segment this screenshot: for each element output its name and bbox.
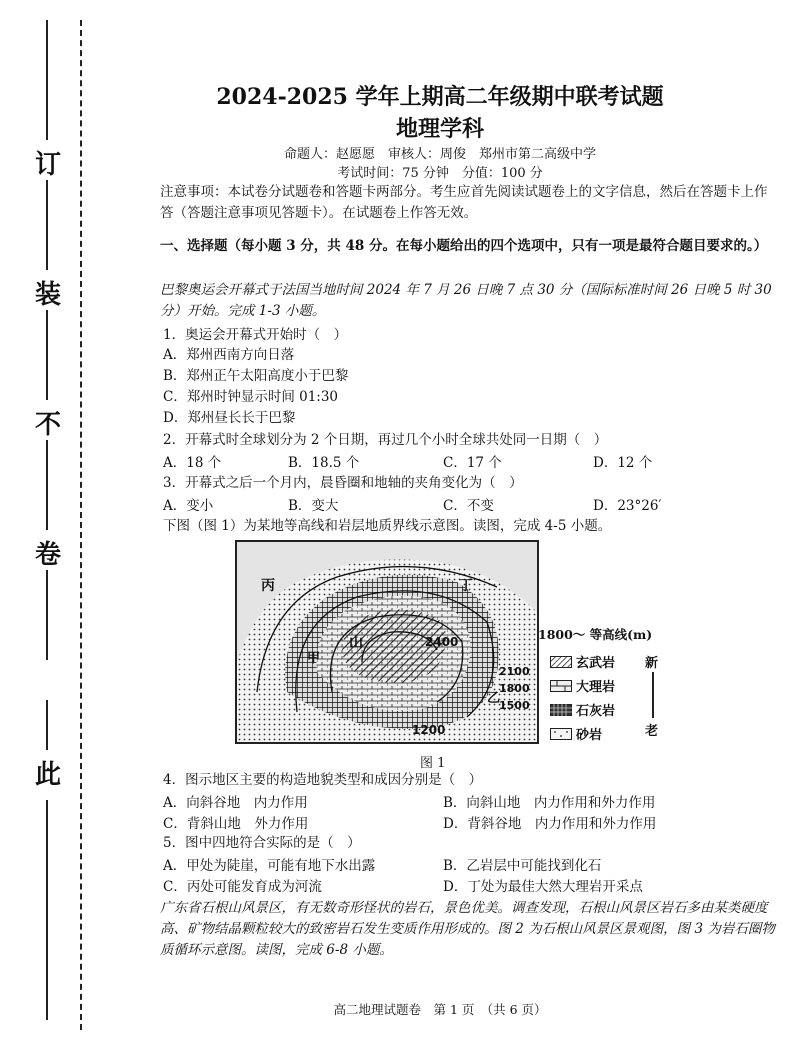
q5-option-a: A．甲处为陡崖，可能有地下水出露 <box>163 858 376 874</box>
contour-label-2400: 2400 <box>425 635 459 649</box>
q3-options <box>163 494 783 514</box>
q5-option-d: D．丁处为最佳大然大理岩开采点 <box>443 879 643 895</box>
geology-map-svg <box>237 542 537 742</box>
figure-caption: 图 1 <box>420 756 446 771</box>
legend-item-marble <box>550 676 615 695</box>
q5-option-c: C．丙处可能发育成为河流 <box>163 879 322 895</box>
q1-option-d: D．郑州昼长长于巴黎 <box>163 410 296 426</box>
q1-option-b: B．郑州正午太阳高度小于巴黎 <box>163 368 349 384</box>
q1-option-c: C．郑州时钟显示时间 01:30 <box>163 389 339 405</box>
legend-label-sandstone: 砂岩 <box>576 728 603 743</box>
q4-option-c: C．背斜山地 外力作用 <box>163 816 309 832</box>
q5-option-b: B．乙岩层中可能找到化石 <box>443 858 602 874</box>
q2-option-c: C．17 个 <box>443 455 502 471</box>
q4-option-a: A．向斜谷地 内力作用 <box>163 795 308 811</box>
q2-option-a: A．18 个 <box>163 455 222 471</box>
marble-swatch-icon <box>550 680 572 692</box>
q3-option-a: A．变小 <box>163 498 214 514</box>
q1-option-a: A．郑州西南方向日落 <box>163 347 295 363</box>
binding-solid-line <box>46 800 48 1020</box>
q5-stem: 5．图中四地符合实际的是（ ） <box>163 835 361 851</box>
legend-item-sandstone <box>550 724 602 743</box>
q4-option-b: B．向斜山地 内力作用和外力作用 <box>443 795 656 811</box>
intro-q4-5: 下图（图 1）为某地等高线和岩层地质界线示意图。读图，完成 4-5 小题。 <box>163 518 612 534</box>
q3-option-b: B．变大 <box>288 498 339 514</box>
figure-legend <box>540 620 680 745</box>
q5-options-row2 <box>163 875 783 895</box>
basalt-swatch-icon <box>550 656 572 668</box>
section-heading: 一、选择题（每小题 3 分，共 48 分。在每小题给出的四个选项中，只有一项是最符合题目要求的。） <box>160 238 768 254</box>
label-yi: 乙 <box>487 691 501 706</box>
q2-options <box>163 451 783 471</box>
contour-label-1500: 1500 <box>499 699 530 712</box>
q2-option-b: B．18.5 个 <box>288 455 360 471</box>
age-old-label: 老 <box>645 724 659 739</box>
sandstone-swatch-icon <box>550 728 572 740</box>
contour-label-1800: 1800 <box>499 682 530 695</box>
q3-stem: 3．开幕式之后一个月内，晨昏圈和地轴的夹角变化为（ ） <box>163 475 523 491</box>
q4-options-row2 <box>163 812 783 832</box>
intro-q1-3: 巴黎奥运会开幕式于法国当地时间 2024 年 7 月 26 日晚 7 点 30 分（国际标准时间 26 日晚 5 时 30 分）开始。完成 1-3 小题。 <box>160 282 772 319</box>
binding-dashed-line <box>80 20 82 1030</box>
q3-option-c: C．不变 <box>443 498 494 514</box>
authors-line: 命题人：赵愿愿 审核人：周俊 郑州市第二高级中学 <box>283 147 596 162</box>
contour-label-2100: 2100 <box>499 665 530 678</box>
q2-option-d: D．12 个 <box>593 455 653 471</box>
page-footer: 高二地理试题卷 第 1 页 （共 6 页） <box>333 1002 547 1017</box>
intro-q6-8: 广东省石根山风景区，有无数奇形怪状的岩石，景色优美。调查发现，石根山风景区岩石多由某类硬度高、矿物结晶颗粒较大的致密岩石发生变质作用形成的。图 2 为石根山风景区景观图，图 3 为岩石圈物质循环示意图。读图，完成 6-8 小题。 <box>160 900 775 958</box>
binding-solid-line <box>46 180 48 270</box>
binding-solid-line <box>46 570 48 660</box>
label-bing: 丙 <box>261 578 275 594</box>
binding-char-bu: 不 <box>34 410 61 440</box>
geology-map <box>235 540 539 744</box>
label-shan: 山 <box>349 635 363 651</box>
label-ding: 丁 <box>459 578 473 594</box>
age-arrow <box>652 672 654 718</box>
binding-solid-line <box>46 700 48 750</box>
time-score-line: 考试时间：75 分钟 分值：100 分 <box>337 166 543 181</box>
q4-stem: 4．图示地区主要的构造地貌类型和成因分别是（ ） <box>163 772 483 788</box>
q4-option-d: D．背斜谷地 内力作用和外力作用 <box>443 816 657 832</box>
age-new-label: 新 <box>645 656 659 671</box>
limestone-swatch-icon <box>550 704 572 716</box>
contour-label-1200: 1200 <box>412 723 446 737</box>
legend-contour: 1800～ 等高线(m) <box>538 627 653 642</box>
q3-option-d: D．23°26′ <box>593 498 662 514</box>
exam-title: 2024-2025 学年上期高二年级期中联考试题 <box>216 84 664 110</box>
legend-label-limestone: 石灰岩 <box>576 704 616 719</box>
binding-char-juan: 卷 <box>34 540 61 570</box>
legend-label-marble: 大理岩 <box>576 680 616 695</box>
binding-solid-line <box>46 440 48 530</box>
legend-label-basalt: 玄武岩 <box>576 656 616 671</box>
q2-stem: 2．开幕式时全球划分为 2 个日期，再过几个小时全球共处同一日期（ ） <box>163 432 608 448</box>
q4-options-row1 <box>163 791 783 811</box>
legend-item-limestone <box>550 700 615 719</box>
notice: 注意事项：本试卷分试题卷和答题卡两部分。考生应首先阅读试题卷上的文字信息，然后在答题卡上作答（答题注意事项见答题卡）。在试题卷上作答无效。 <box>160 184 768 221</box>
legend-item-basalt <box>550 652 615 671</box>
binding-char-ci: 此 <box>34 760 61 790</box>
binding-solid-line <box>46 310 48 400</box>
binding-char-ding: 订 <box>34 150 61 180</box>
binding-solid-line <box>46 20 48 140</box>
subject-title: 地理学科 <box>395 116 484 142</box>
label-jia: 甲 <box>307 651 321 666</box>
q5-options-row1 <box>163 854 783 874</box>
q1-stem: 1．奥运会开幕式开始时（ ） <box>163 327 348 343</box>
binding-char-zhuang: 装 <box>34 280 61 310</box>
